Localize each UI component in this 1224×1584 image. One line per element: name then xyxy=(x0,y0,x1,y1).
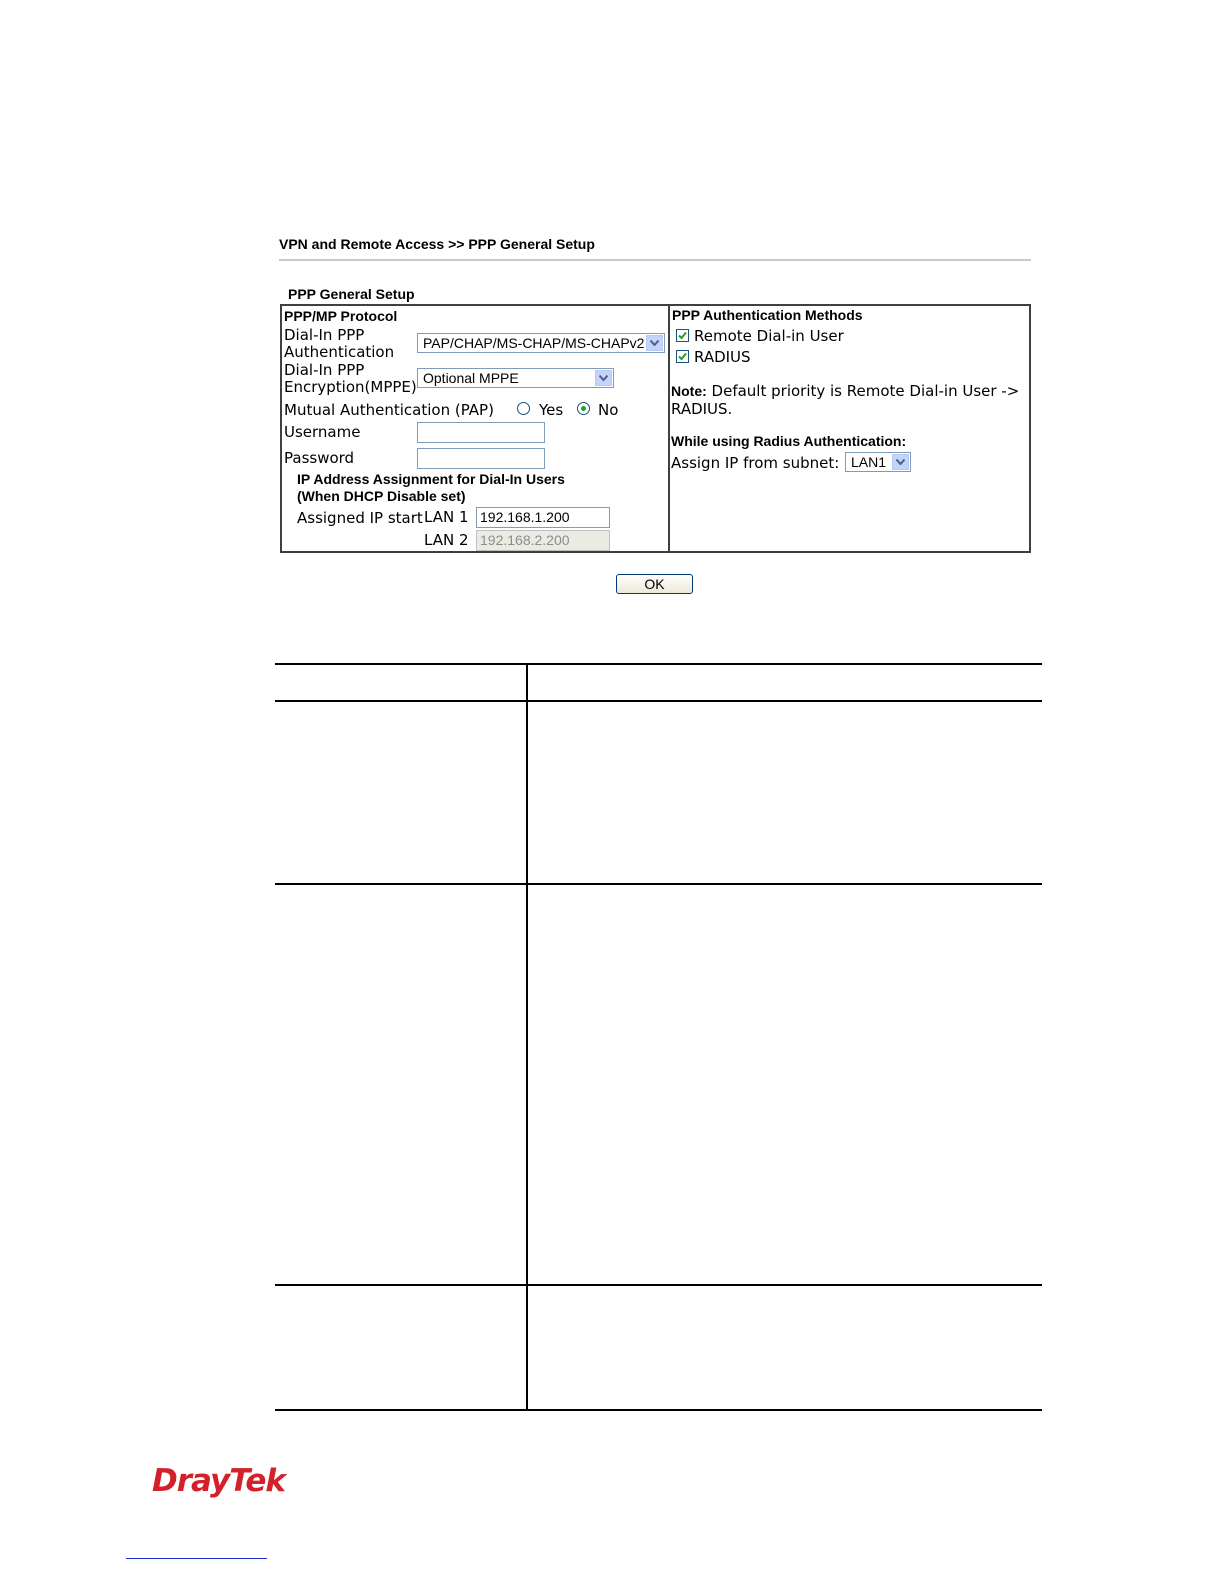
password-label: Password xyxy=(284,449,355,467)
subnet-select[interactable]: LAN1 xyxy=(845,452,911,472)
settings-column-divider xyxy=(668,304,670,553)
footer-rule xyxy=(126,1558,267,1559)
priority-note xyxy=(671,382,1019,418)
breadcrumb: VPN and Remote Access >> PPP General Setup xyxy=(279,236,595,252)
ppp-mp-protocol-heading: PPP/MP Protocol xyxy=(284,308,398,324)
username-field[interactable] xyxy=(417,422,545,443)
table-header-rule xyxy=(275,700,1042,702)
note-text-continued: RADIUS. xyxy=(671,400,733,418)
ip-assignment-heading: IP Address Assignment for Dial-In Users (When DHCP Disable set) xyxy=(297,471,565,504)
section-title: PPP General Setup xyxy=(288,286,415,302)
assign-subnet-label: Assign IP from subnet: xyxy=(671,454,840,472)
chevron-down-icon xyxy=(892,454,909,470)
chevron-down-icon xyxy=(595,370,612,386)
remote-dial-in-label: Remote Dial-in User xyxy=(694,327,844,345)
radius-label: RADIUS xyxy=(694,348,751,366)
table-column-divider xyxy=(526,663,528,1411)
assigned-ip-start-label: Assigned IP start xyxy=(297,509,423,527)
mutual-auth-no-radio[interactable] xyxy=(577,402,590,415)
table-row-rule xyxy=(275,1284,1042,1286)
note-label: Note: xyxy=(671,383,707,399)
table-top-rule xyxy=(275,663,1042,665)
dial-in-encryption-label: Dial-In PPP Encryption(MPPE) xyxy=(284,361,417,396)
mutual-auth-yes-radio[interactable] xyxy=(517,402,530,415)
password-field[interactable] xyxy=(417,448,545,469)
radius-checkbox[interactable] xyxy=(676,350,689,363)
lan2-label: LAN 2 xyxy=(424,531,469,549)
ok-button-label: OK xyxy=(644,576,665,592)
dial-in-auth-select[interactable]: PAP/CHAP/MS-CHAP/MS-CHAPv2 xyxy=(417,333,665,353)
lan1-ip-field[interactable]: 192.168.1.200 xyxy=(476,507,610,528)
table-bottom-rule xyxy=(275,1409,1042,1411)
draytek-logo: DrayTek xyxy=(152,1463,285,1499)
dial-in-auth-label: Dial-In PPP Authentication xyxy=(284,326,395,361)
ok-button[interactable] xyxy=(616,574,693,594)
dial-in-encryption-select[interactable]: Optional MPPE xyxy=(417,368,614,388)
note-text: Default priority is Remote Dial-in User -> xyxy=(706,382,1020,400)
table-row-rule xyxy=(275,883,1042,885)
ppp-auth-methods-heading: PPP Authentication Methods xyxy=(672,307,863,323)
username-label: Username xyxy=(284,423,361,441)
radius-auth-heading: While using Radius Authentication: xyxy=(671,433,907,449)
checkmark-icon xyxy=(677,351,688,362)
mutual-auth-no-label: No xyxy=(598,401,619,419)
breadcrumb-divider xyxy=(279,259,1031,261)
lan1-label: LAN 1 xyxy=(424,508,469,526)
description-table xyxy=(275,663,1042,1411)
radio-selected-dot xyxy=(581,406,586,411)
remote-dial-in-checkbox[interactable] xyxy=(676,329,689,342)
mutual-auth-label: Mutual Authentication (PAP) xyxy=(284,401,494,419)
checkmark-icon xyxy=(677,330,688,341)
mutual-auth-yes-label: Yes xyxy=(539,401,564,419)
chevron-down-icon xyxy=(646,335,663,351)
lan2-ip-field: 192.168.2.200 xyxy=(476,530,610,551)
